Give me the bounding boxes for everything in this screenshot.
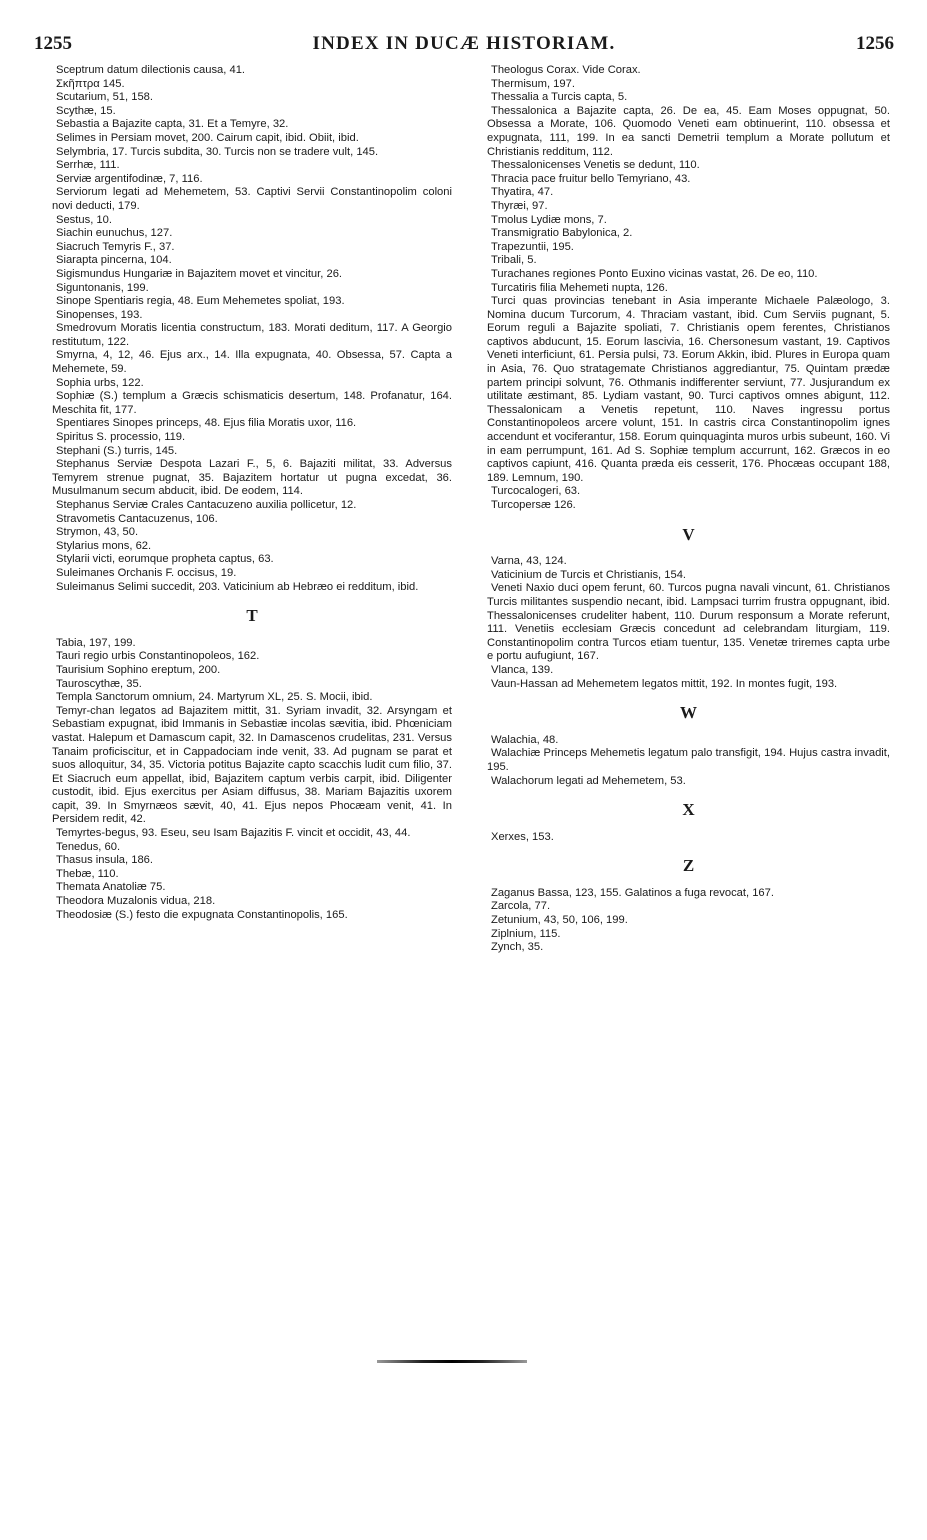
- index-entry: Temyr-chan legatos ad Bajazitem mittit, 31. Syriam invadit, 32. Arsyngam et Sebastiam expugnat, ibid Immanis in Sebastiæ incolas sævitia, ibid. Phœniciam vastat. Halepum et Damascum capit, 32. In Damascenos crudelitas, 231. Versus Tanaim proficiscitur, et in Cappadociam inde venit, 33. Ad pugnam se parat et suos alloquitur, 34, 35. Victoria potitus Bajazite capto scacchis ludit cum filio, 37. Et Siacruch eum appellat, ibid, Bajazitem captum verbis carpit, ibid. Diligenter custodit, ibid. Ejus exercitus per Asiam diffusus, 38. Mariam Bajazitis uxorem capit, 39. In Smyrnæos sævit, 40, 41. Ejus nepos Phocæam venit, 41. In Persidem redit, 42.: [52, 704, 452, 826]
- index-entry: Stephani (S.) turris, 145.: [56, 444, 178, 457]
- index-entry: Theodora Muzalonis vidua, 218.: [56, 895, 216, 908]
- right-column: [487, 64, 890, 955]
- index-entry: Thessalia a Turcis capta, 5.: [491, 91, 628, 104]
- index-entry: Stephanus Serviæ Crales Cantacuzeno auxilia pollicetur, 12.: [56, 499, 357, 511]
- index-entry: Serrhæ, 111.: [56, 159, 120, 172]
- index-entry: Zarcola, 77.: [491, 900, 551, 913]
- index-entry: Tabia, 197, 199.: [56, 636, 136, 649]
- index-entry: Thasus insula, 186.: [56, 854, 154, 867]
- index-entry: Stylarii victi, eorumque propheta captus, 63.: [56, 553, 274, 566]
- section-letter: Z: [682, 856, 695, 876]
- index-entry: Turcocalogeri, 63.: [491, 485, 581, 498]
- index-entry: Serviorum legati ad Mehemetem, 53. Captivi Servii Constantinopolim coloni novi deducti, 179.: [52, 186, 452, 212]
- index-entry: Siguntonanis, 199.: [56, 281, 149, 294]
- index-entry: Theodosiæ (S.) festo die expugnata Constantinopolis, 165.: [56, 908, 348, 921]
- index-entry: Tmolus Lydiæ mons, 7.: [491, 213, 607, 226]
- section-letter: V: [682, 524, 695, 544]
- index-entry: Tauroscythæ, 35.: [56, 677, 142, 690]
- index-entry: Themata Anatoliæ 75.: [56, 881, 166, 894]
- index-entry: Stephanus Serviæ Despota Lazari F., 5, 6. Bajaziti militat, 33. Adversus Temyrem strenue pugnat, 35. Bajazitem hortatur ut pugna excedat, 36. Musulmanum secum abducit, ibid. De eodem, 114.: [52, 458, 452, 498]
- index-entry: Templa Sanctorum omnium, 24. Martyrum XL, 25. S. Mocii, ibid.: [56, 691, 373, 704]
- index-entry: Walachia, 48.: [491, 733, 559, 746]
- running-title: INDEX IN DUCÆ HISTORIAM.: [312, 33, 616, 54]
- index-entry: Serviæ argentifodinæ, 7, 116.: [56, 172, 203, 185]
- index-entry: Siacruch Temyris F., 37.: [56, 240, 175, 253]
- index-entry: Vaun-Hassan ad Mehemetem legatos mittit, 192. In montes fugit, 193.: [491, 677, 838, 690]
- index-entry: Thracia pace fruitur bello Temyriano, 43.: [491, 172, 691, 185]
- index-entry: Turcatiris filia Mehemeti nupta, 126.: [491, 281, 668, 294]
- page-number-left: 1255: [34, 33, 72, 54]
- index-entry: Selymbria, 17. Turcis subdita, 30. Turcis non se tradere vult, 145.: [56, 145, 379, 158]
- index-entry: Spiritus S. processio, 119.: [56, 431, 186, 444]
- index-entry: Strymon, 43, 50.: [56, 526, 139, 539]
- index-entry: Theologus Corax. Vide Corax.: [491, 64, 641, 76]
- index-entry: Stylarius mons, 62.: [56, 539, 152, 552]
- index-entry: Sophia urbs, 122.: [56, 376, 144, 389]
- index-entry: Transmigratio Babylonica, 2.: [491, 227, 633, 240]
- index-entry: Turci quas provincias tenebant in Asia imperante Michaele Palæologo, 3. Nomina ducum Turcorum, 4. Thraciam vastant, ibid. Cum Serviis pugnant, 5. Eorum reguli a Bajazite spoliati, 7. Christianis opem ferentes, Christianos captivos abducunt, 15. Eorum lascivia, 16. Chersonesum vastant, 19. Captivos Veneti interficiunt, 61. Persia pulsi, 73. Eorum Akkin, ibid. Plures in Europa quam in Asia, 76. Quo stratagemate Christianos aggrediantur, 75. Quintam prædæ partem principi solvunt, 76. Othmanis indifferenter serviunt, 77. Jusjurandum ex utilitate æstimant, 85. Lydiam vastant, 90. Turci captivos omnes abigunt, 112. Thessalonicam a Venetis repetunt, 110. Naves ingressu portus Constantinopoleos arcere volunt, 151. In castris circa Constantinopolim ignes accendunt et vociferantur, 158. Eorum quinquaginta muros urbis subeunt, 160. Vi in eam perrumpunt, 161. Ad S. Sophiæ templum accurrunt, 162. Græcos in eo captivos capiunt, 416. Quanta præda eis cesserit, 176. Phocæas occupant 188, 189. Lemnum, 190.: [487, 295, 890, 484]
- index-entry: Tribali, 5.: [491, 254, 537, 267]
- index-entry: Thessalonicenses Venetis se dedunt, 110.: [491, 159, 700, 172]
- index-entry: Sinopenses, 193.: [56, 308, 143, 321]
- index-entry: Siarapta pincerna, 104.: [56, 254, 172, 267]
- ornamental-rule: [377, 1360, 527, 1363]
- index-entry: Smyrna, 4, 12, 46. Ejus arx., 14. Illa expugnata, 40. Obsessa, 57. Capta a Mehemete, 59.: [52, 349, 452, 376]
- index-entry: Temyrtes-begus, 93. Eseu, seu Isam Bajazitis F. vincit et occidit, 43, 44.: [56, 827, 411, 840]
- index-entry: Vlanca, 139.: [491, 663, 554, 676]
- index-entry: Scythæ, 15.: [56, 104, 116, 117]
- index-entry: Siachin eunuchus, 127.: [56, 227, 173, 240]
- index-entry: Tauri regio urbis Constantinopoleos, 162.: [56, 650, 260, 663]
- index-entry: Thessalonica a Bajazite capta, 26. De ea, 45. Eam Moses oppugnat, 50. Obsessa a Morate, 106. Quomodo Veneti eam obtinuerint, 110. obsessa et expugnata, 111, 199. In ea sancti Demetrii templum a Morate pollutum et Christianis redditum, 112.: [487, 104, 890, 158]
- index-entry: Scutarium, 51, 158.: [56, 91, 154, 104]
- left-column: [52, 64, 452, 922]
- index-entry: Sestus, 10.: [56, 213, 112, 226]
- index-entry: Turcopersæ 126.: [491, 499, 576, 511]
- index-entry: Thermisum, 197.: [491, 77, 575, 90]
- index-entry: Sophiæ (S.) templum a Græcis schismaticis desertum, 148. Profanatur, 164. Meschita fit, 177.: [52, 390, 452, 416]
- index-entry: Sceptrum datum dilectionis causa, 41.: [56, 64, 246, 76]
- index-entry: Ziplnium, 115.: [491, 927, 561, 940]
- index-entry: Zynch, 35.: [491, 941, 544, 954]
- index-entry: Thyræi, 97.: [491, 199, 548, 212]
- index-entry: Tenedus, 60.: [56, 840, 121, 853]
- index-entry: Zaganus Bassa, 123, 155. Galatinos a fuga revocat, 167.: [491, 886, 774, 899]
- index-entry: Selimes in Persiam movet, 200. Cairum capit, ibid. Obiit, ibid.: [56, 131, 359, 144]
- index-entry: Xerxes, 153.: [491, 830, 554, 843]
- index-entry: Veneti Naxio duci opem ferunt, 60. Turcos pugna navali vincunt, 61. Christianos Turcis militantes suspendio necant, ibid. Lampsaci turrim frustra oppugnant, ibid. Thessalonicenses crudeliter habent, 110. Durum responsum a Morate referunt, 111. Venetiis ecclesiam Græcis concedunt ad celebrandam liturgiam, 119. Constantinopolim contra Turcos etiam tuentur, 135. Venetæ triremes capta urbe e portu aufugiunt, 167.: [487, 582, 890, 663]
- index-entry: Turachanes regiones Ponto Euxino vicinas vastat, 26. De eo, 110.: [491, 267, 818, 280]
- index-entry: Suleimanes Orchanis F. occisus, 19.: [56, 566, 237, 579]
- index-entry: Walachorum legati ad Mehemetem, 53.: [491, 774, 686, 787]
- index-entry: Walachiæ Princeps Mehemetis legatum palo transfigit, 194. Hujus castra invadit, 195.: [487, 747, 890, 773]
- page-number-right: 1256: [856, 33, 894, 54]
- index-entry: Zetunium, 43, 50, 106, 199.: [491, 914, 628, 927]
- index-entry: Sigismundus Hungariæ in Bajazitem movet et vincitur, 26.: [56, 267, 343, 280]
- index-entry: Thyatira, 47.: [491, 186, 554, 199]
- page-header: [34, 33, 894, 57]
- index-entry: Trapezuntii, 195.: [491, 240, 574, 253]
- section-letter: X: [682, 800, 695, 820]
- index-entry: Vaticinium de Turcis et Christianis, 154.: [491, 568, 687, 581]
- section-letter: W: [680, 703, 697, 723]
- index-entry: Stravometis Cantacuzenus, 106.: [56, 512, 218, 525]
- index-entry: Taurisium Sophino ereptum, 200.: [56, 663, 221, 676]
- index-entry: Smedrovum Moratis licentia constructum, 183. Morati deditum, 117. A Georgio restitutum, 122.: [52, 322, 452, 348]
- section-letter: T: [246, 606, 258, 626]
- index-entry: Σκῆπτρα 145.: [56, 77, 125, 90]
- index-entry: Varna, 43, 124.: [491, 555, 567, 568]
- index-entry: Spentiares Sinopes princeps, 48. Ejus filia Moratis uxor, 116.: [56, 417, 357, 430]
- index-entry: Sebastia a Bajazite capta, 31. Et a Temyre, 32.: [56, 118, 289, 131]
- index-entry: Suleimanus Selimi succedit, 203. Vaticinium ab Hebræo ei redditum, ibid.: [56, 580, 419, 593]
- index-entry: Thebæ, 110.: [56, 867, 119, 880]
- index-entry: Sinope Spentiaris regia, 48. Eum Mehemetes spoliat, 193.: [56, 295, 345, 308]
